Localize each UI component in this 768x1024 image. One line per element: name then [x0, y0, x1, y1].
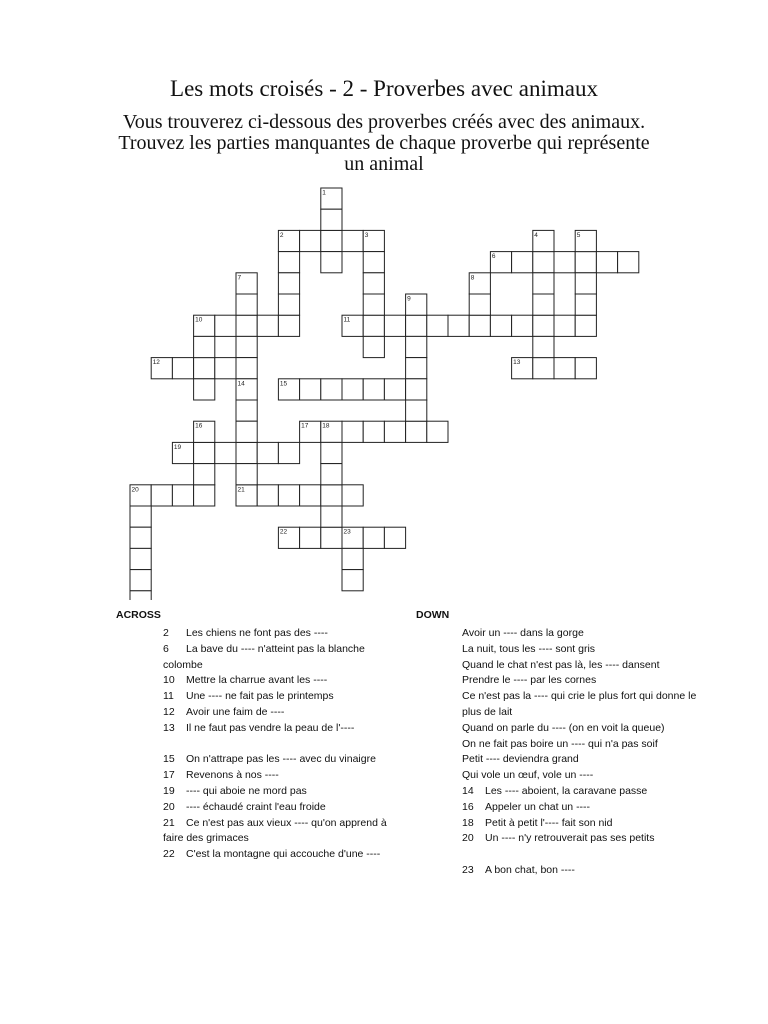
grid-number: 8	[470, 274, 475, 282]
grid-cell[interactable]	[533, 315, 554, 336]
grid-cell[interactable]	[321, 421, 342, 442]
clue-across-11: 11 Une ---- ne fait pas le printemps	[163, 690, 334, 703]
grid-cell[interactable]	[194, 464, 215, 485]
grid-cell[interactable]	[406, 400, 427, 421]
grid-cell[interactable]	[533, 336, 554, 357]
grid-cell[interactable]	[172, 358, 193, 379]
grid-cell[interactable]	[236, 421, 257, 442]
grid-cell[interactable]	[533, 230, 554, 251]
grid-number: 5	[576, 231, 581, 239]
clue-across-10: 10 Mettre la charrue avant les ----	[163, 674, 328, 687]
grid-cell[interactable]	[321, 442, 342, 463]
grid-cell[interactable]	[469, 315, 490, 336]
grid-cell[interactable]	[554, 358, 575, 379]
grid-cell[interactable]	[321, 209, 342, 230]
grid-number: 15	[279, 380, 288, 388]
grid-number: 20	[131, 486, 139, 494]
grid-cell[interactable]	[342, 421, 363, 442]
grid-cell[interactable]	[575, 230, 596, 251]
grid-cell[interactable]	[278, 230, 299, 251]
grid-cell[interactable]	[469, 273, 490, 294]
grid-cell[interactable]	[194, 379, 215, 400]
grid-number: 12	[152, 359, 160, 367]
grid-number: 13	[513, 359, 521, 367]
grid-cell[interactable]	[384, 421, 405, 442]
grid-cell[interactable]	[363, 379, 384, 400]
grid-cell[interactable]	[469, 294, 490, 315]
grid-cell[interactable]	[130, 548, 151, 569]
instructions: Vous trouverez ci-dessous des proverbes créés avec des animaux. Trouvez les parties manquantes de chaque proverbe qui représente un animal	[118, 111, 650, 175]
grid-cell[interactable]	[596, 252, 617, 273]
clue-down-7: On ne fait pas boire un ---- qui n'a pas soif	[462, 737, 658, 750]
grid-cell[interactable]	[130, 506, 151, 527]
grid-cell[interactable]	[278, 527, 299, 548]
grid-cell[interactable]	[533, 252, 554, 273]
clue-across-6: 6 La bave du ---- n'atteint pas la blanche colombe	[163, 642, 365, 671]
grid-cell[interactable]	[512, 315, 533, 336]
grid-cell[interactable]	[575, 315, 596, 336]
clue-down-5: Ce n'est pas la ---- qui crie le plus fort qui donne le plus de lait	[462, 690, 697, 718]
grid-cell[interactable]	[554, 315, 575, 336]
grid-number: 19	[173, 443, 182, 451]
clue-across-22: 22 C'est la montagne qui accouche d'une ----	[163, 848, 381, 861]
grid-number: 3	[364, 231, 369, 239]
grid-cell[interactable]	[278, 252, 299, 273]
grid-cell[interactable]	[194, 315, 215, 336]
grid-cell[interactable]	[512, 358, 533, 379]
grid-cell[interactable]	[342, 230, 363, 251]
grid-cell[interactable]	[300, 485, 321, 506]
clue-down-6: Quand on parle du ---- (on en voit la queue)	[462, 721, 665, 734]
grid-cell[interactable]	[406, 358, 427, 379]
clue-across-20: 20 ---- échaudé craint l'eau froide	[163, 800, 326, 813]
grid-cell[interactable]	[257, 315, 278, 336]
clue-down-18: 18 Petit à petit l'---- fait son nid	[462, 816, 613, 829]
grid-cell[interactable]	[130, 527, 151, 548]
grid-cell[interactable]	[321, 464, 342, 485]
grid-cell[interactable]	[321, 379, 342, 400]
grid-cell[interactable]	[490, 252, 511, 273]
grid-cell[interactable]	[363, 527, 384, 548]
grid-cell[interactable]	[130, 570, 151, 591]
grid-cell[interactable]	[363, 273, 384, 294]
grid-cell[interactable]	[384, 527, 405, 548]
grid-cell[interactable]	[321, 527, 342, 548]
grid-cell[interactable]	[278, 442, 299, 463]
grid-number: 17	[301, 422, 309, 430]
grid-cell[interactable]	[278, 294, 299, 315]
grid-cell[interactable]	[575, 273, 596, 294]
grid-cell[interactable]	[194, 421, 215, 442]
grid-cell[interactable]	[236, 400, 257, 421]
grid-cell[interactable]	[533, 358, 554, 379]
grid-cell[interactable]	[194, 485, 215, 506]
grid-cell[interactable]	[363, 230, 384, 251]
grid-cell[interactable]	[363, 252, 384, 273]
clue-across-2: 2 Les chiens ne font pas des ----	[163, 627, 328, 639]
clue-down-23: 23 A bon chat, bon ----	[462, 863, 575, 876]
grid-cell[interactable]	[151, 485, 172, 506]
grid-number: 21	[237, 486, 245, 494]
grid-cell[interactable]	[257, 485, 278, 506]
grid-number: 11	[343, 316, 351, 324]
grid-cell[interactable]	[215, 442, 236, 463]
grid-cell[interactable]	[321, 506, 342, 527]
grid-cell[interactable]	[342, 379, 363, 400]
grid-cell[interactable]	[236, 315, 257, 336]
grid-cell[interactable]	[236, 358, 257, 379]
grid-cell[interactable]	[363, 421, 384, 442]
grid-cell[interactable]	[406, 421, 427, 442]
grid-number: 7	[237, 274, 242, 282]
grid-number: 14	[237, 380, 245, 388]
grid-number: 9	[407, 295, 411, 303]
page-title: Les mots croisés - 2 - Proverbes avec animaux	[170, 76, 598, 101]
grid-cell[interactable]	[300, 421, 321, 442]
clue-down-20: 20 Un ---- n'y retrouverait pas ses petits	[462, 832, 655, 845]
grid-cell[interactable]	[512, 252, 533, 273]
grid-cell[interactable]	[194, 358, 215, 379]
grid-cell[interactable]	[406, 294, 427, 315]
grid-cell[interactable]	[236, 442, 257, 463]
clue-across-21: 21 Ce n'est pas aux vieux ---- qu'on apprend à faire des grimaces	[163, 816, 387, 845]
grid-number: 23	[343, 528, 351, 536]
clue-down-1: Avoir un ---- dans la gorge	[462, 627, 584, 639]
grid-number: 2	[279, 231, 284, 239]
grid-cell[interactable]	[278, 315, 299, 336]
grid-cell[interactable]	[427, 315, 448, 336]
clue-across-15: 15 On n'attrape pas les ---- avec du vinaigre	[163, 753, 376, 766]
clue-down-2: La nuit, tous les ---- sont gris	[462, 642, 596, 655]
grid-cell[interactable]	[194, 442, 215, 463]
grid-cell[interactable]	[342, 570, 363, 591]
grid-cell[interactable]	[342, 485, 363, 506]
grid-cell[interactable]	[194, 336, 215, 357]
clue-down-14: 14 Les ---- aboient, la caravane passe	[462, 784, 648, 797]
grid-cell[interactable]	[278, 485, 299, 506]
grid-cell[interactable]	[151, 358, 172, 379]
grid-cell[interactable]	[363, 336, 384, 357]
clue-down-9: Qui vole un œuf, vole un ----	[462, 769, 594, 782]
grid-number: 6	[491, 253, 496, 261]
down-heading: DOWN	[416, 609, 450, 621]
grid-cell[interactable]	[406, 315, 427, 336]
grid-cell[interactable]	[342, 315, 363, 336]
grid-cell[interactable]	[172, 442, 193, 463]
grid-cell[interactable]	[406, 336, 427, 357]
clue-down-8: Petit ---- deviendra grand	[462, 753, 579, 766]
grid-cell[interactable]	[342, 548, 363, 569]
grid-cell[interactable]	[236, 485, 257, 506]
grid-cell[interactable]	[533, 294, 554, 315]
clue-down-4: Prendre le ---- par les cornes	[462, 674, 597, 687]
grid-cell[interactable]	[554, 252, 575, 273]
grid-number: 18	[322, 422, 330, 430]
grid-cell[interactable]	[384, 315, 405, 336]
down-clue-list	[462, 626, 702, 879]
grid-cell[interactable]	[533, 273, 554, 294]
grid-cell[interactable]	[236, 273, 257, 294]
grid-cell[interactable]	[490, 315, 511, 336]
grid-cell[interactable]	[215, 358, 236, 379]
grid-cell[interactable]	[257, 442, 278, 463]
grid-cell[interactable]	[278, 379, 299, 400]
grid-cell[interactable]	[278, 273, 299, 294]
grid-cell[interactable]	[448, 315, 469, 336]
across-clue-list	[163, 626, 393, 863]
grid-cell[interactable]	[300, 230, 321, 251]
grid-cell[interactable]	[363, 315, 384, 336]
grid-cell[interactable]	[130, 591, 151, 600]
clue-across-12: 12 Avoir une faim de ----	[163, 705, 285, 718]
grid-cell[interactable]	[363, 294, 384, 315]
grid-cell[interactable]	[300, 527, 321, 548]
grid-cell[interactable]	[321, 252, 342, 273]
grid-number: 10	[195, 316, 203, 324]
grid-cell[interactable]	[300, 379, 321, 400]
grid-cell[interactable]	[321, 188, 342, 209]
grid-cell[interactable]	[236, 379, 257, 400]
clue-down-3: Quand le chat n'est pas là, les ---- dansent	[462, 658, 660, 671]
grid-cell[interactable]	[384, 379, 405, 400]
clue-across-17: 17 Revenons à nos ----	[163, 769, 279, 782]
grid-number: 1	[322, 189, 326, 197]
grid-cell[interactable]	[321, 485, 342, 506]
grid-cell[interactable]	[236, 294, 257, 315]
grid-cell[interactable]	[575, 358, 596, 379]
across-heading: ACROSS	[116, 609, 161, 621]
clue-across-13: 13 Il ne faut pas vendre la peau de l'----	[163, 721, 355, 734]
grid-cell[interactable]	[236, 336, 257, 357]
grid-number: 4	[534, 231, 538, 239]
grid-cell[interactable]	[406, 379, 427, 400]
grid-cell[interactable]	[427, 421, 448, 442]
clue-down-16: 16 Appeler un chat un ----	[462, 800, 591, 813]
grid-number: 16	[195, 422, 203, 430]
grid-cell[interactable]	[172, 485, 193, 506]
grid-cell[interactable]	[342, 527, 363, 548]
grid-cell[interactable]	[215, 315, 236, 336]
grid-cell[interactable]	[236, 464, 257, 485]
grid-cell[interactable]	[618, 252, 639, 273]
grid-cell[interactable]	[575, 252, 596, 273]
grid-cell[interactable]	[321, 230, 342, 251]
grid-cell[interactable]	[130, 485, 151, 506]
grid-cell[interactable]	[575, 294, 596, 315]
grid-number: 22	[279, 528, 288, 536]
clue-across-19: 19 ---- qui aboie ne mord pas	[163, 784, 307, 797]
